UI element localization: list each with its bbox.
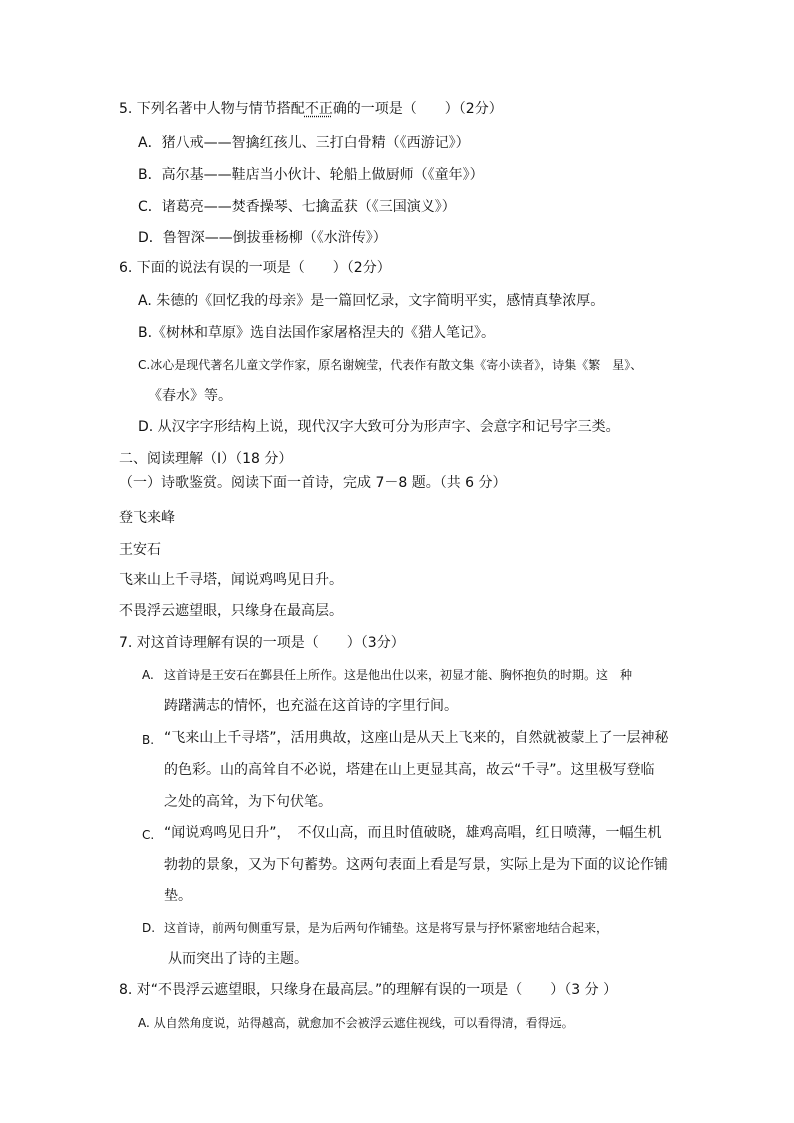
q7-stem: 7. 对这首诗理解有误的一项是（ ）（3分） [119, 635, 405, 651]
q6-stem: 6. 下面的说法有误的一项是（ ）（2分） [119, 260, 391, 276]
q7-option-c-line-2: 勃勃的景象，又为下句蓄势。这两句表面上看是写景，实际上是为下面的议论作铺 [164, 857, 668, 873]
q6-option-b: B.《树林和草原》选自法国作家屠格涅夫的《猎人笔记》。 [138, 325, 496, 341]
section2-subheading: （一）诗歌鉴赏。阅读下面一首诗，完成 7－8 题。（共 6 分） [119, 475, 507, 491]
q5-stem-post: 确的一项是（ ）（2分） [332, 101, 503, 117]
q7-option-a-line-1: 这首诗是王安石在鄞县任上所作。这是他出仕以来，初显才能、胸怀抱负的时期。这 种 [164, 668, 633, 682]
q7-option-a-label: A. [142, 668, 154, 682]
q5-option-a: A．猪八戒——智擒红孩儿、三打白骨精（《西游记》） [138, 135, 470, 151]
poem-line-2: 不畏浮云遮望眼，只缘身在最高层。 [119, 603, 343, 619]
q5-stem-emphasis: 不正 [304, 101, 333, 117]
q7-option-c-line-3: 垫。 [164, 888, 192, 904]
q7-option-d-label: D. [142, 921, 156, 935]
q7-option-b-line-2: 的色彩。山的高耸自不必说，塔建在山上更显其高，故云“千寻”。这里极写登临 [164, 762, 655, 778]
q6-option-c: C.冰心是现代著名儿童文学作家，原名谢婉莹，代表作有散文集《寄小读者》，诗集《繁 星》、 [138, 358, 643, 372]
q7-option-c-line-1: “闻说鸡鸣见日升”， 不仅山高，而且时值破晓，雄鸡高唱，红日喷薄，一幅生机 [164, 825, 662, 841]
q7-option-d-line-2: 从而突出了诗的主题。 [168, 951, 308, 967]
q7-option-d-line-1: 这首诗，前两句侧重写景，是为后两句作铺垫。这是将写景与抒怀紧密地结合起来， [164, 921, 609, 935]
q5-option-d: D．鲁智深——倒拔垂杨柳（《水浒传》） [138, 230, 387, 246]
q5-stem [119, 100, 503, 118]
q7-option-b-line-1: “飞来山上千寻塔”，活用典故，这座山是从天上飞来的，自然就被蒙上了一层神秘 [164, 730, 669, 746]
section2-heading: 二、阅读理解（I）（18 分） [119, 451, 293, 467]
q5-stem-pre: 5. 下列名著中人物与情节搭配 [119, 101, 305, 117]
q7-option-a-line-2: 踌躇满志的情怀，也充溢在这首诗的字里行间。 [164, 698, 458, 714]
q7-option-b-line-3: 之处的高耸，为下句伏笔。 [164, 794, 332, 810]
q8-option-a: A. 从自然角度说，站得越高，就愈加不会被浮云遮住视线，可以看得清，看得远。 [138, 1016, 574, 1030]
q7-option-c-label: C. [142, 828, 155, 842]
q8-stem: 8. 对“不畏浮云遮望眼，只缘身在最高层。”的理解有误的一项是（ ）（3 分 ） [119, 982, 618, 998]
q6-option-a: A. 朱德的《回忆我的母亲》是一篇回忆录，文字简明平实，感情真挚浓厚。 [138, 293, 605, 309]
q7-option-b-label: B. [142, 733, 155, 747]
q5-option-c: C．诸葛亮——焚香操琴、七擒孟获（《三国演义》） [138, 199, 456, 215]
poem-title: 登飞来峰 [119, 510, 175, 526]
q6-option-c-cont: 《春水》等。 [148, 388, 232, 404]
poem-line-1: 飞来山上千寻塔，闻说鸡鸣见日升。 [119, 572, 343, 588]
q6-option-d: D. 从汉字字形结构上说，现代汉字大致可分为形声字、会意字和记号字三类。 [138, 419, 620, 435]
q5-option-b: B．高尔基——鞋店当小伙计、轮船上做厨师（《童年》） [138, 167, 484, 183]
poem-author: 王安石 [119, 542, 161, 558]
